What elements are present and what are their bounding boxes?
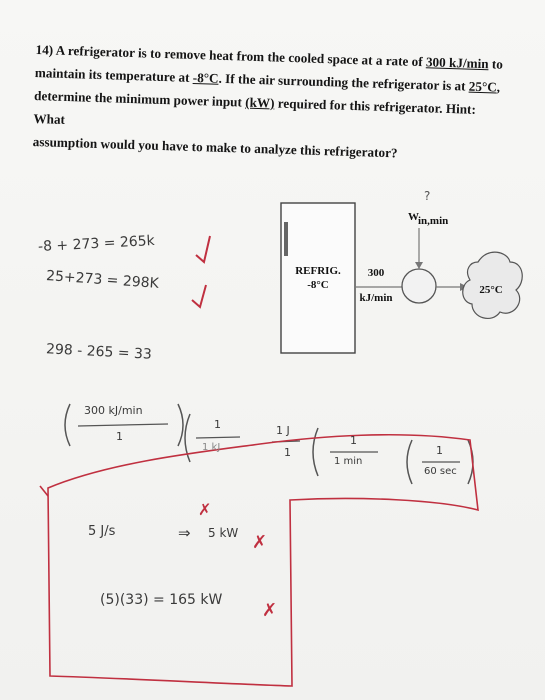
problem-number: 14) xyxy=(35,41,54,58)
hw-frac2-den: 1 kJ xyxy=(202,442,221,453)
hw-final-answer: (5)(33) = 165 kW xyxy=(100,592,223,608)
red-x-mark-1: ✗ xyxy=(198,500,212,519)
hw-frac5-den: 60 sec xyxy=(424,466,457,477)
work-label: W xyxy=(408,211,419,223)
refrigeration-device-circle xyxy=(402,269,436,303)
hw-frac1-num: 300 kJ/min xyxy=(84,404,143,417)
heat-unit-label: kJ/min xyxy=(359,292,393,304)
problem-line-1: 14) A refrigerator is to remove heat from the cooled space at a rate of 300 kJ/min to xyxy=(35,41,504,72)
hw-frac5-num: 1 xyxy=(436,444,443,457)
paren-close-1 xyxy=(178,404,183,446)
hw-joules-per-sec: 5 J/s xyxy=(88,524,116,539)
surroundings-temp: 25°C xyxy=(479,284,503,296)
check-mark-1 xyxy=(196,236,210,262)
cold-temp-value: -8°C xyxy=(192,69,219,86)
work-arrowhead xyxy=(415,262,423,269)
red-x-mark-3: ✗ xyxy=(262,600,278,621)
hot-temp-value: 25°C xyxy=(468,78,498,95)
fridge-box xyxy=(281,203,355,353)
problem-line-4: assumption would you have to make to analyze this refrigerator? xyxy=(32,133,398,161)
frac2-bar xyxy=(196,437,240,438)
grading-tick xyxy=(40,486,48,496)
hw-frac3-den: 1 xyxy=(284,446,291,459)
hw-frac4-den: 1 min xyxy=(334,456,363,467)
problem-line-3: determine the minimum power input (kW) required for this refrigerator. Hint: What xyxy=(33,87,477,127)
hw-power-kw: 5 kW xyxy=(208,526,239,540)
paren-open-5 xyxy=(407,440,412,484)
hw-frac3-num: 1 J xyxy=(276,424,290,437)
hw-temp-diff: 298 - 265 = 33 xyxy=(45,341,153,363)
check-mark-2 xyxy=(192,285,206,307)
paren-open-1 xyxy=(65,404,70,446)
hw-frac4-num: 1 xyxy=(350,434,357,447)
fridge-temp: -8°C xyxy=(307,279,329,291)
frac1-bar xyxy=(78,424,168,426)
hw-kelvin-cold: -8 + 273 = 265k xyxy=(37,232,156,256)
work-question-mark: ? xyxy=(424,189,431,203)
work-subscript: in,min xyxy=(418,215,449,227)
heat-rate-label: 300 xyxy=(367,267,385,279)
hw-kelvin-hot: 25+273 = 298K xyxy=(45,268,160,292)
fridge-handle xyxy=(284,222,288,256)
hw-implies-arrow: ⇒ xyxy=(178,524,191,542)
hw-frac1-den: 1 xyxy=(116,430,123,443)
grading-box xyxy=(48,435,478,686)
heat-rate-value: 300 kJ/min xyxy=(425,54,489,72)
red-x-mark-2: ✗ xyxy=(252,532,268,553)
hw-frac2-num: 1 xyxy=(214,418,221,431)
problem-line-2: maintain its temperature at -8°C. If the air surrounding the refrigerator is at 25°C, xyxy=(34,64,501,95)
paren-open-4 xyxy=(313,428,318,476)
fridge-label: REFRIG. xyxy=(295,265,341,277)
kw-unit: (kW) xyxy=(244,94,275,111)
